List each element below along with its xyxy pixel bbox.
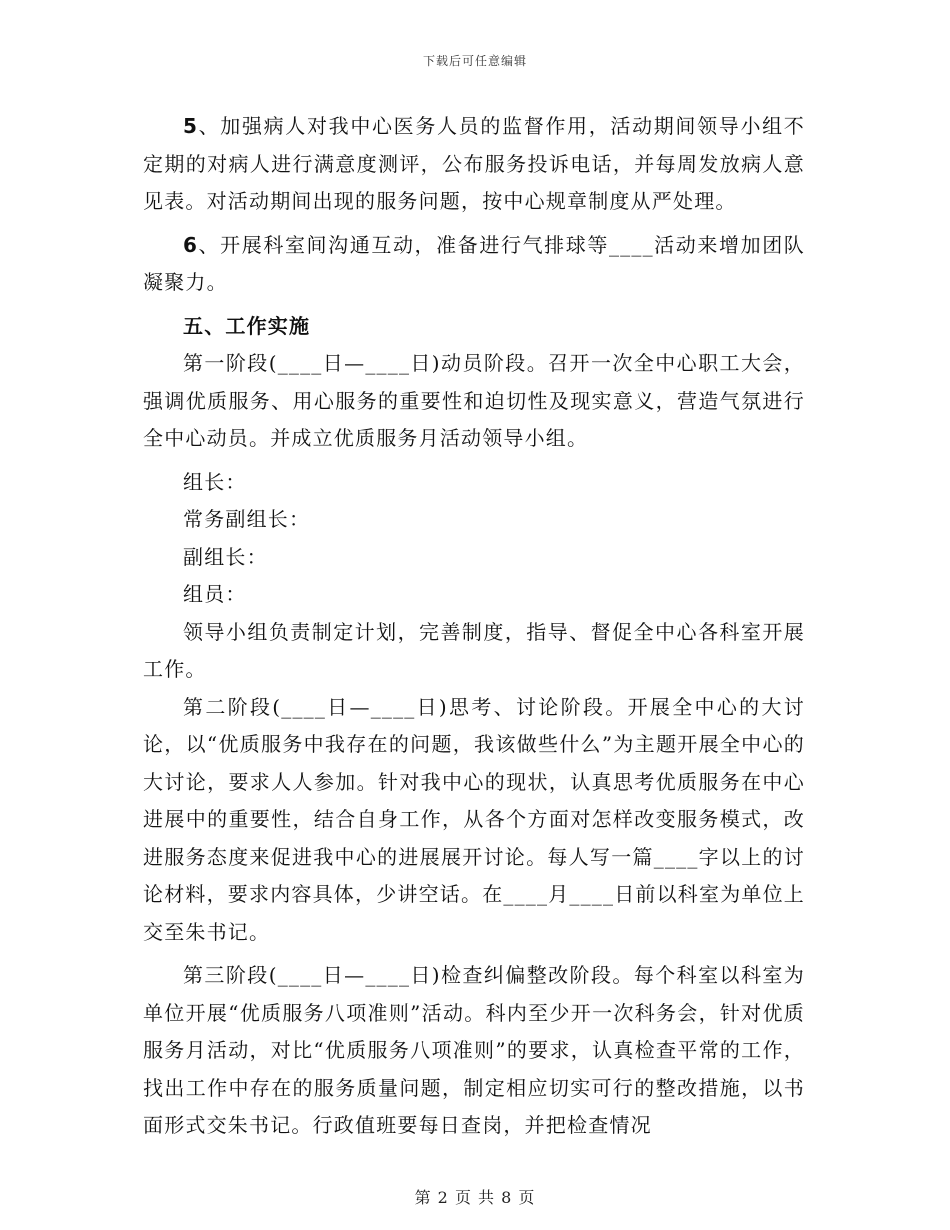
paragraph-members: 组员： xyxy=(183,582,247,606)
paragraph-vice-leader: 副组长： xyxy=(183,544,268,569)
item-number: 6 xyxy=(183,232,199,257)
item-number: 5 xyxy=(183,114,199,138)
paragraph-phase-1: 第一阶段(____日—____日)动员阶段。召开一次全中心职工大会，强调优质服务、用心服务的重要性和迫切性及现实意义，营造气氛进行全中心动员。并成立优质服务月活动领导小组。 xyxy=(143,351,805,450)
section-heading: 五、工作实施 xyxy=(183,313,311,338)
paragraph-item-6 xyxy=(143,227,805,302)
page-number-footer: 第 2 页 共 8 页 xyxy=(414,1188,536,1207)
paragraph-item-5 xyxy=(143,108,805,221)
paragraph-text: 、加强病人对我中心医务人员的监督作用，活动期间领导小组不定期的对病人进行满意度测评，公布服务投诉电话，并每周发放病人意见表。对活动期间出现的服务问题，按中心规章制度从严处理。 xyxy=(143,114,805,213)
document-body xyxy=(143,108,805,1145)
paragraph-leadership-duty: 领导小组负责制定计划，完善制度，指导、督促全中心各科室开展工作。 xyxy=(143,619,805,681)
header-note: 下载后可任意编辑 xyxy=(422,54,527,68)
paragraph-phase-3: 第三阶段(____日—____日)检查纠偏整改阶段。每个科室以科室为单位开展“优质服务八项准则”活动。科内至少开一次科务会，针对优质服务月活动，对比“优质服务八项准则”的要求，认真检查平常的工作，找出工作中存在的服务质量问题，制定相应切实可行的整改措施，以书面形式交朱书记。行政值班要每日查岗，并把检查情况 xyxy=(143,963,805,1137)
paragraph-phase-2: 第二阶段(____日—____日)思考、讨论阶段。开展全中心的大讨论，以“优质服务中我存在的问题，我该做些什么”为主题开展全中心的大讨论，要求人人参加。针对我中心的现状，认真思考优质服务在中心进展中的重要性，结合自身工作，从各个方面对怎样改变服务模式，改进服务态度来促进我中心的进展展开讨论。每人写一篇____字以上的讨论材料，要求内容具体，少讲空话。在____月____日前以科室为单位上交至朱书记。 xyxy=(143,694,805,944)
paragraph-executive-vice-leader: 常务副组长： xyxy=(183,507,311,531)
paragraph-leader: 组长： xyxy=(183,469,247,494)
paragraph-text: 、开展科室间沟通互动，准备进行气排球等____活动来增加团队凝聚力。 xyxy=(143,232,805,294)
